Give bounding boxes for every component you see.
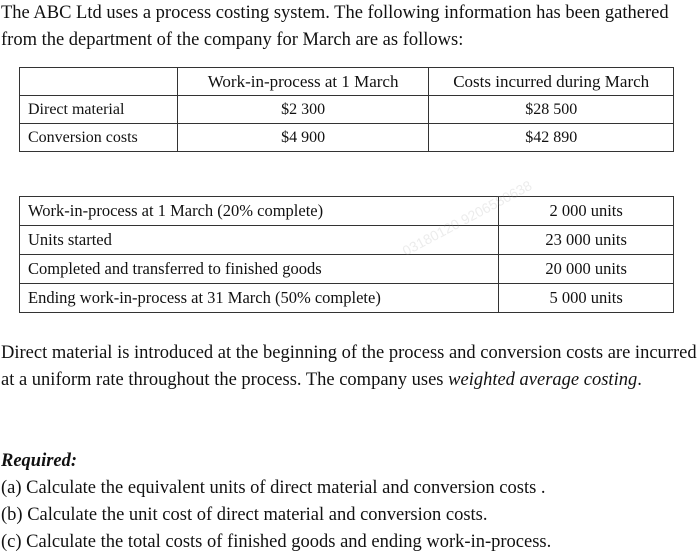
method-end: . (637, 370, 642, 390)
method-text: Direct material is introduced at the beginning of the process and conversion costs are incurred at a uniform rate throughout the process. The company uses (1, 343, 697, 390)
units-row-label: Ending work-in-process at 31 March (50% complete) (20, 284, 499, 313)
cost-table (19, 67, 674, 152)
cost-table-header-incurred: Costs incurred during March (429, 68, 674, 96)
cost-row-incurred: $42 890 (429, 124, 674, 152)
cost-row-label: Direct material (20, 96, 178, 124)
units-row-value: 2 000 units (499, 197, 674, 226)
cost-row-label: Conversion costs (20, 124, 178, 152)
list-item: (b) Calculate the unit cost of direct material and conversion costs. (1, 505, 488, 525)
units-row-label: Completed and transferred to finished goods (20, 255, 499, 284)
units-table (19, 196, 674, 313)
list-item: (c) Calculate the total costs of finished goods and ending work-in-process. (1, 532, 552, 552)
method-paragraph (1, 340, 699, 394)
cost-table-header-blank (20, 68, 178, 96)
units-row-value: 20 000 units (499, 255, 674, 284)
table-row (20, 124, 674, 152)
method-italic: weighted average costing (448, 370, 638, 390)
table-row (20, 284, 674, 313)
watermark: 03180120 9206580638 (399, 177, 535, 259)
list-item: (a) Calculate the equivalent units of direct material and conversion costs . (1, 478, 546, 498)
cost-row-incurred: $28 500 (429, 96, 674, 124)
intro-paragraph: The ABC Ltd uses a process costing system. The following information has been gathered from the department of the company for March are as follows: (1, 3, 669, 50)
cost-table-header-wip: Work-in-process at 1 March (177, 68, 429, 96)
cost-table-header-row (20, 68, 674, 96)
cost-row-wip: $4 900 (177, 124, 429, 152)
units-row-value: 5 000 units (499, 284, 674, 313)
required-section (1, 448, 699, 556)
table-row (20, 197, 674, 226)
table-row (20, 226, 674, 255)
units-row-label: Work-in-process at 1 March (20% complete) (20, 197, 499, 226)
required-heading: Required: (1, 451, 78, 471)
units-row-label: Units started (20, 226, 499, 255)
table-row (20, 96, 674, 124)
units-row-value: 23 000 units (499, 226, 674, 255)
table-row (20, 255, 674, 284)
cost-row-wip: $2 300 (177, 96, 429, 124)
